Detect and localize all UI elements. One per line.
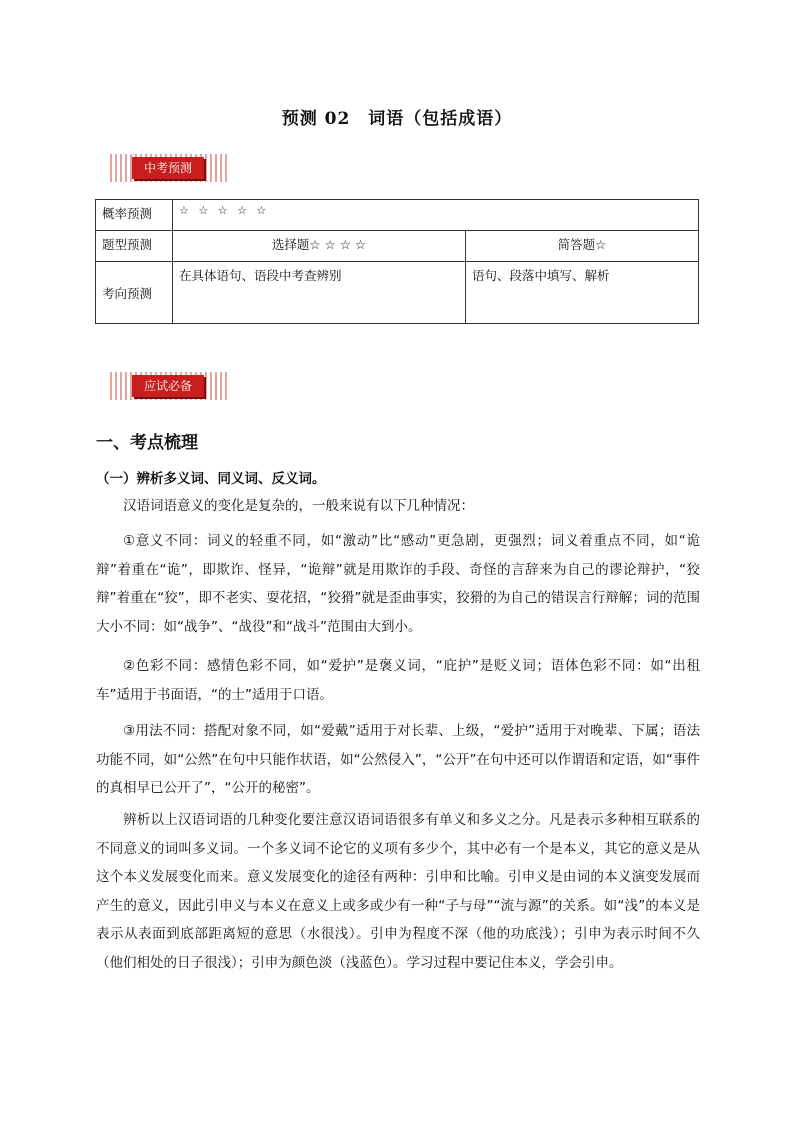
forecast-table xyxy=(95,199,699,324)
question-type-short-answer: 简答题☆ xyxy=(466,231,699,262)
paragraph-meaning: ①意义不同：词义的轻重不同，如“激动”比“感动”更急剧，更强烈；词义着重点不同，如“诡辩”着重在“诡”，即欺诈、怪异，“诡辩”就是用欺诈的手段、奇怪的言辞来为自己的谬论辩护，“狡辩”着重在“狡”，即不老实、耍花招，“狡猾”就是歪曲事实，狡猾的为自己的错误言行辩解；词的范围大小不同：如“战争”、“战役”和“战斗”范围由大到小。 xyxy=(96,533,700,635)
row-label: 题型预测 xyxy=(96,231,173,262)
row-label: 考向预测 xyxy=(96,262,173,324)
table-row xyxy=(96,231,699,262)
banner-forecast xyxy=(110,154,228,182)
sub-heading: （一）辨析多义词、同义词、反义词。 xyxy=(96,471,326,487)
banner-forecast-label: 中考预测 xyxy=(132,157,204,179)
page-title: 预测 02 词语（包括成语） xyxy=(281,109,513,129)
paragraph-intro: 汉语词语意义的变化是复杂的，一般来说有以下几种情况： xyxy=(123,498,474,514)
paragraph-usage: ③用法不同：搭配对象不同，如“爱戴”适用于对长辈、上级，“爱护”适用于对晚辈、下属；语法功能不同，如“公然”在句中只能作状语，如“公然侵入”，“公开”在句中还可以作谓语和定语，如“事件的真相早已公开了”，“公开的秘密”。 xyxy=(96,723,700,796)
banner-prep-label: 应试必备 xyxy=(132,375,204,397)
direction-col1: 在具体语句、语段中考查辨别 xyxy=(173,262,466,324)
table-row xyxy=(96,262,699,324)
section-heading: 一、考点梳理 xyxy=(96,433,198,453)
paragraph-color: ②色彩不同：感情色彩不同，如“爱护”是褒义词，“庇护”是贬义词；语体色彩不同：如“出租车”适用于书面语，“的士”适用于口语。 xyxy=(96,658,700,703)
banner-prep xyxy=(110,372,228,400)
probability-stars: ☆ ☆ ☆ ☆ ☆ xyxy=(173,200,699,231)
table-row xyxy=(96,200,699,231)
direction-col2: 语句、段落中填写、解析 xyxy=(466,262,699,324)
question-type-choice: 选择题☆ ☆ ☆ ☆ xyxy=(173,231,466,262)
paragraph-analysis: 辨析以上汉语词语的几种变化要注意汉语词语很多有单义和多义之分。凡是表示多种相互联系的不同意义的词叫多义词。一个多义词不论它的义项有多少个，其中必有一个是本义，其它的意义是从这个本义发展变化而来。意义发展变化的途径有两种：引申和比喻。引申义是由词的本义演变发展而产生的意义，因此引申义与本义在意义上或多或少有一种“子与母”“流与源”的关系。如“浅”的本义是表示从表面到底部距离短的意思（水很浅）。引申为程度不深（他的功底浅）；引申为表示时间不久（他们相处的日子很浅）；引申为颜色淡（浅蓝色）。学习过程中要记住本义，学会引申。 xyxy=(96,812,700,971)
row-label: 概率预测 xyxy=(96,200,173,231)
